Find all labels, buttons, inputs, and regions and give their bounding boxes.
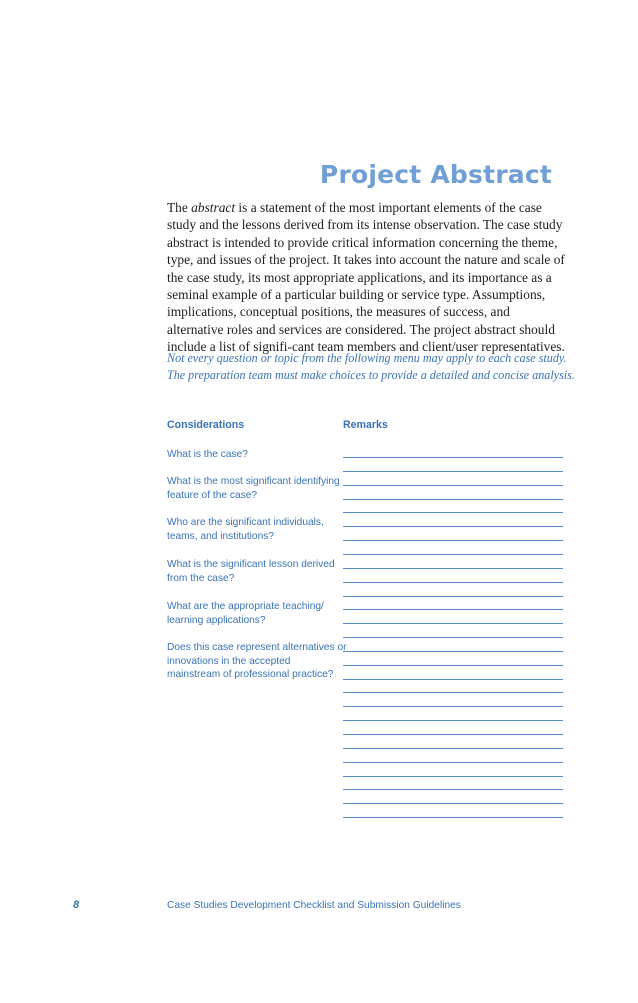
remarks-line[interactable] bbox=[343, 817, 563, 818]
consideration-question bbox=[167, 558, 339, 585]
abstract-term: abstract bbox=[191, 200, 236, 215]
consideration-question bbox=[167, 641, 347, 682]
remarks-lines bbox=[343, 0, 563, 1003]
remarks-line[interactable] bbox=[343, 789, 563, 790]
remarks-line[interactable] bbox=[343, 499, 563, 500]
consideration-question bbox=[167, 448, 339, 462]
considerations-heading: Considerations bbox=[167, 419, 245, 431]
remarks-line[interactable] bbox=[343, 706, 563, 707]
remarks-line[interactable] bbox=[343, 665, 563, 666]
consideration-question-line: innovations in the accepted bbox=[167, 655, 291, 667]
instruction-note-line-2: The preparation team must make choices to provide a detailed and concise analysis. bbox=[167, 368, 575, 382]
instruction-note-line-1: Not every question or topic from the following menu may apply to each case study. bbox=[167, 351, 567, 365]
consideration-question-line: Does this case represent alternatives or bbox=[167, 642, 347, 653]
consideration-question-line: What is the most significant identifying bbox=[167, 476, 340, 487]
remarks-line[interactable] bbox=[343, 651, 563, 652]
consideration-question-line: What is the case? bbox=[167, 449, 248, 460]
remarks-line[interactable] bbox=[343, 554, 563, 555]
consideration-question-line: teams, and institutions? bbox=[167, 530, 275, 542]
remarks-heading: Remarks bbox=[343, 419, 388, 431]
remarks-line[interactable] bbox=[343, 568, 563, 569]
abstract-lead: The bbox=[167, 200, 192, 215]
remarks-line[interactable] bbox=[343, 803, 563, 804]
remarks-line[interactable] bbox=[343, 457, 563, 458]
consideration-question bbox=[167, 475, 339, 502]
remarks-line[interactable] bbox=[343, 692, 563, 693]
remarks-line[interactable] bbox=[343, 679, 563, 680]
remarks-line[interactable] bbox=[343, 485, 563, 486]
remarks-line[interactable] bbox=[343, 637, 563, 638]
consideration-question-line: from the case? bbox=[167, 572, 235, 584]
abstract-body: is a statement of the most important elements of the case study and the lessons derived from its intense observation. The case study abstract is intended to provide critical information concerning the theme, type, and issues of the project. It takes into account the nature and scale of the case study, its most appropriate applications, and its importance as a seminal example of a particular building or service type. Assumptions, implications, conceptual positions, the measures of success, and alternative roles and services are considered. The project abstract should include a list of signifi-cant team members and client/user representatives. bbox=[167, 200, 565, 355]
remarks-line[interactable] bbox=[343, 609, 563, 610]
remarks-line[interactable] bbox=[343, 526, 563, 527]
page-title: Project Abstract bbox=[319, 159, 552, 189]
consideration-question-line: Who are the significant individuals, bbox=[167, 517, 324, 528]
consideration-question-line: learning applications? bbox=[167, 614, 266, 626]
remarks-line[interactable] bbox=[343, 762, 563, 763]
consideration-question-line: What are the appropriate teaching/ bbox=[167, 601, 324, 612]
remarks-line[interactable] bbox=[343, 582, 563, 583]
remarks-line[interactable] bbox=[343, 776, 563, 777]
footer-title: Case Studies Development Checklist and Submission Guidelines bbox=[167, 900, 461, 911]
consideration-question-line: What is the significant lesson derived bbox=[167, 559, 335, 570]
consideration-question bbox=[167, 600, 339, 627]
remarks-line[interactable] bbox=[343, 471, 563, 472]
remarks-line[interactable] bbox=[343, 748, 563, 749]
remarks-line[interactable] bbox=[343, 734, 563, 735]
consideration-question-line: mainstream of professional practice? bbox=[167, 669, 334, 681]
remarks-line[interactable] bbox=[343, 720, 563, 721]
remarks-line[interactable] bbox=[343, 596, 563, 597]
consideration-question bbox=[167, 516, 339, 543]
remarks-line[interactable] bbox=[343, 512, 563, 513]
remarks-line[interactable] bbox=[343, 540, 563, 541]
consideration-question-line: feature of the case? bbox=[167, 489, 258, 501]
page-number: 8 bbox=[73, 899, 80, 911]
remarks-line[interactable] bbox=[343, 623, 563, 624]
